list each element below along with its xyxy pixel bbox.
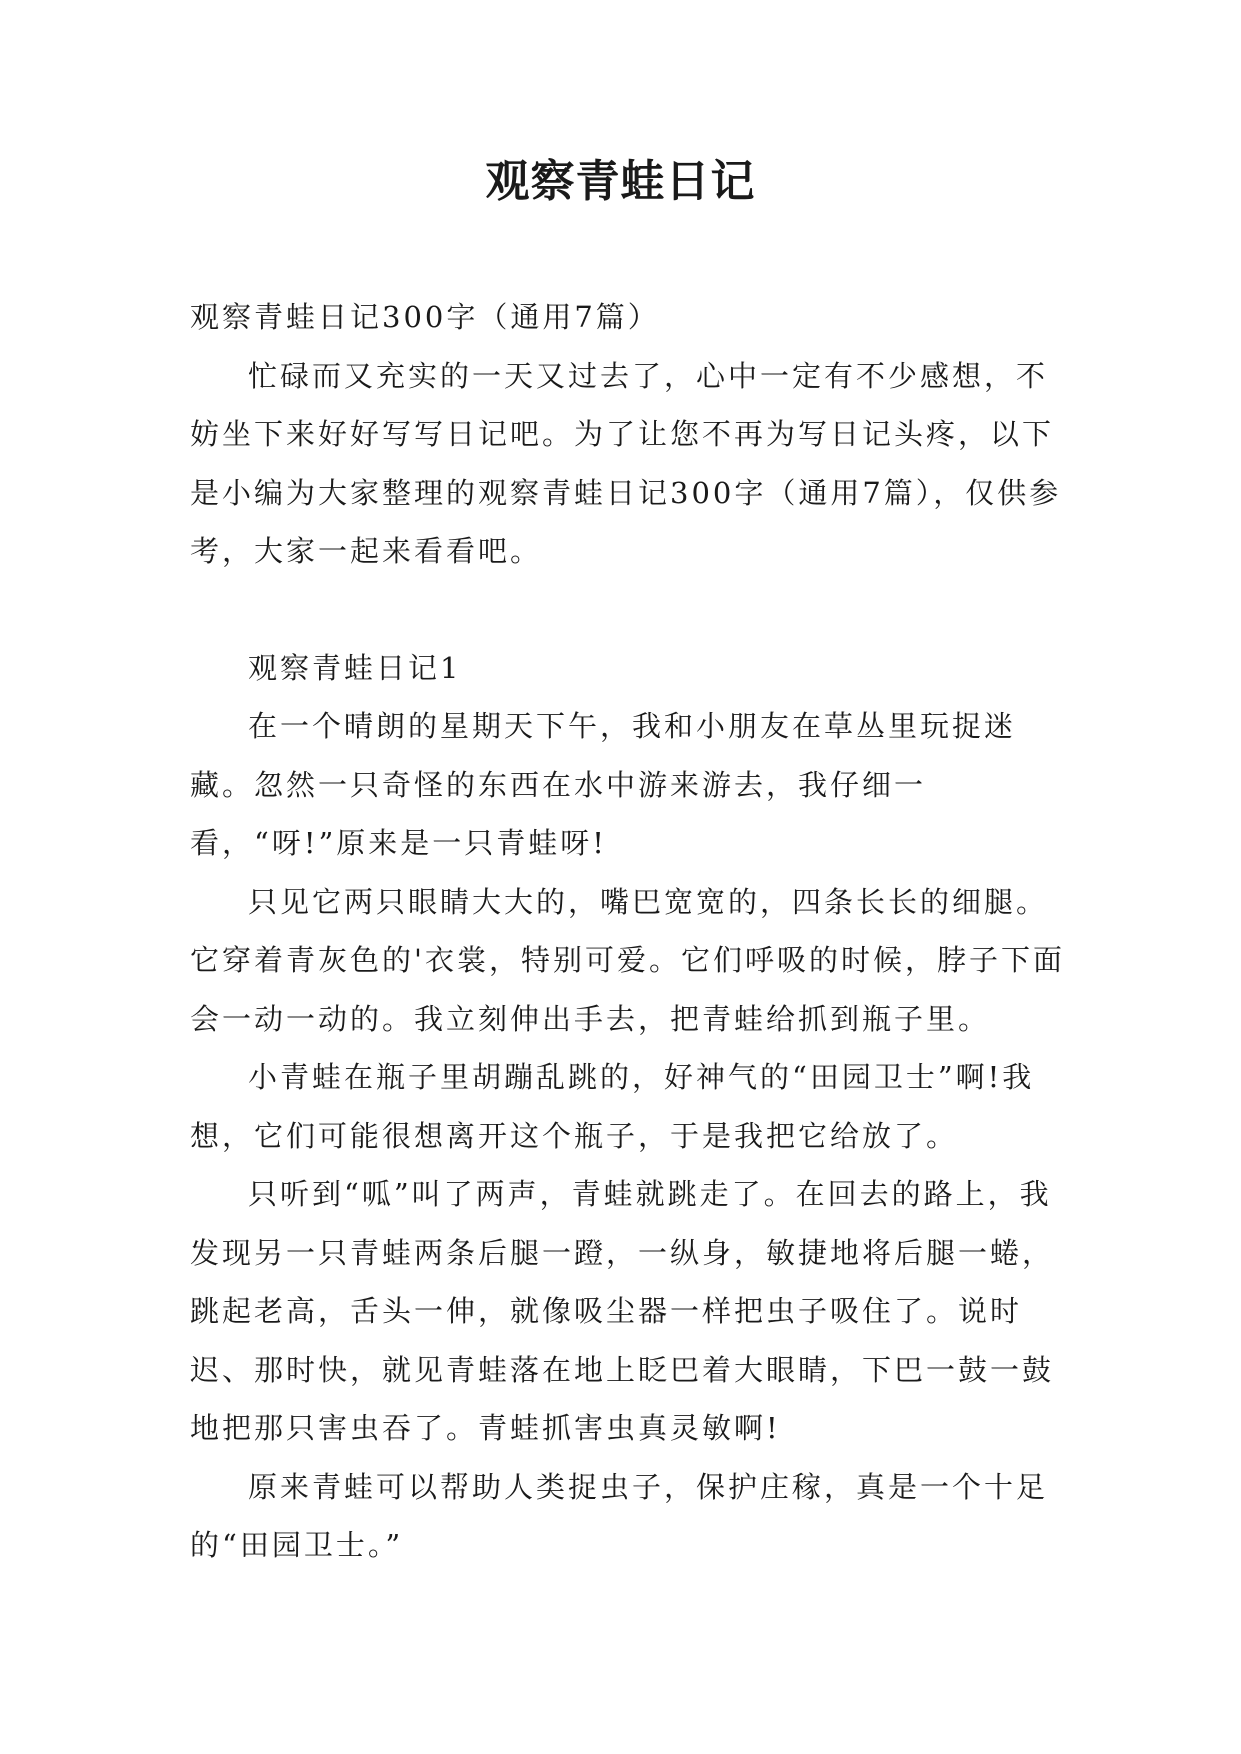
- paragraph: 在一个晴朗的星期天下午，我和小朋友在草丛里玩捉迷藏。忽然一只奇怪的东西在水中游来游去，我仔细一看，“呀!”原来是一只青蛙呀!: [190, 709, 1017, 860]
- section-gap: [190, 581, 1070, 639]
- paragraph: 只见它两只眼睛大大的，嘴巴宽宽的，四条长长的细腿。它穿着青灰色的'衣裳，特别可爱。它们呼吸的时候，脖子下面会一动一动的。我立刻伸出手去，把青蛙给抓到瓶子里。: [190, 884, 1065, 1036]
- intro-paragraph: 忙碌而又充实的一天又过去了，心中一定有不少感想，不妨坐下来好好写写日记吧。为了让您不再为写日记头疼，以下是小编为大家整理的观察青蛙日记300字（通用7篇），仅供参考，大家一起来看看吧。: [190, 358, 1062, 568]
- paragraph: 小青蛙在瓶子里胡蹦乱跳的，好神气的“田园卫士”啊!我想，它们可能很想离开这个瓶子，于是我把它给放了。: [190, 1060, 1035, 1153]
- paragraph: 原来青蛙可以帮助人类捉虫子，保护庄稼，真是一个十足的“田园卫士。”: [190, 1469, 1049, 1562]
- document-subtitle: 观察青蛙日记300字（通用7篇）: [190, 300, 660, 334]
- section-heading: 观察青蛙日记1: [248, 650, 462, 685]
- document-body: [190, 288, 1070, 1575]
- document-title: 观察青蛙日记: [485, 156, 756, 207]
- paragraph: 只听到“呱”叫了两声，青蛙就跳走了。在回去的路上，我发现另一只青蛙两条后腿一蹬，一纵身，敏捷地将后腿一蜷，跳起老高，舌头一伸，就像吸尘器一样把虫子吸住了。说时迟、那时快，就见青蛙落在地上眨巴着大眼睛，下巴一鼓一鼓地把那只害虫吞了。青蛙抓害虫真灵敏啊!: [190, 1177, 1055, 1445]
